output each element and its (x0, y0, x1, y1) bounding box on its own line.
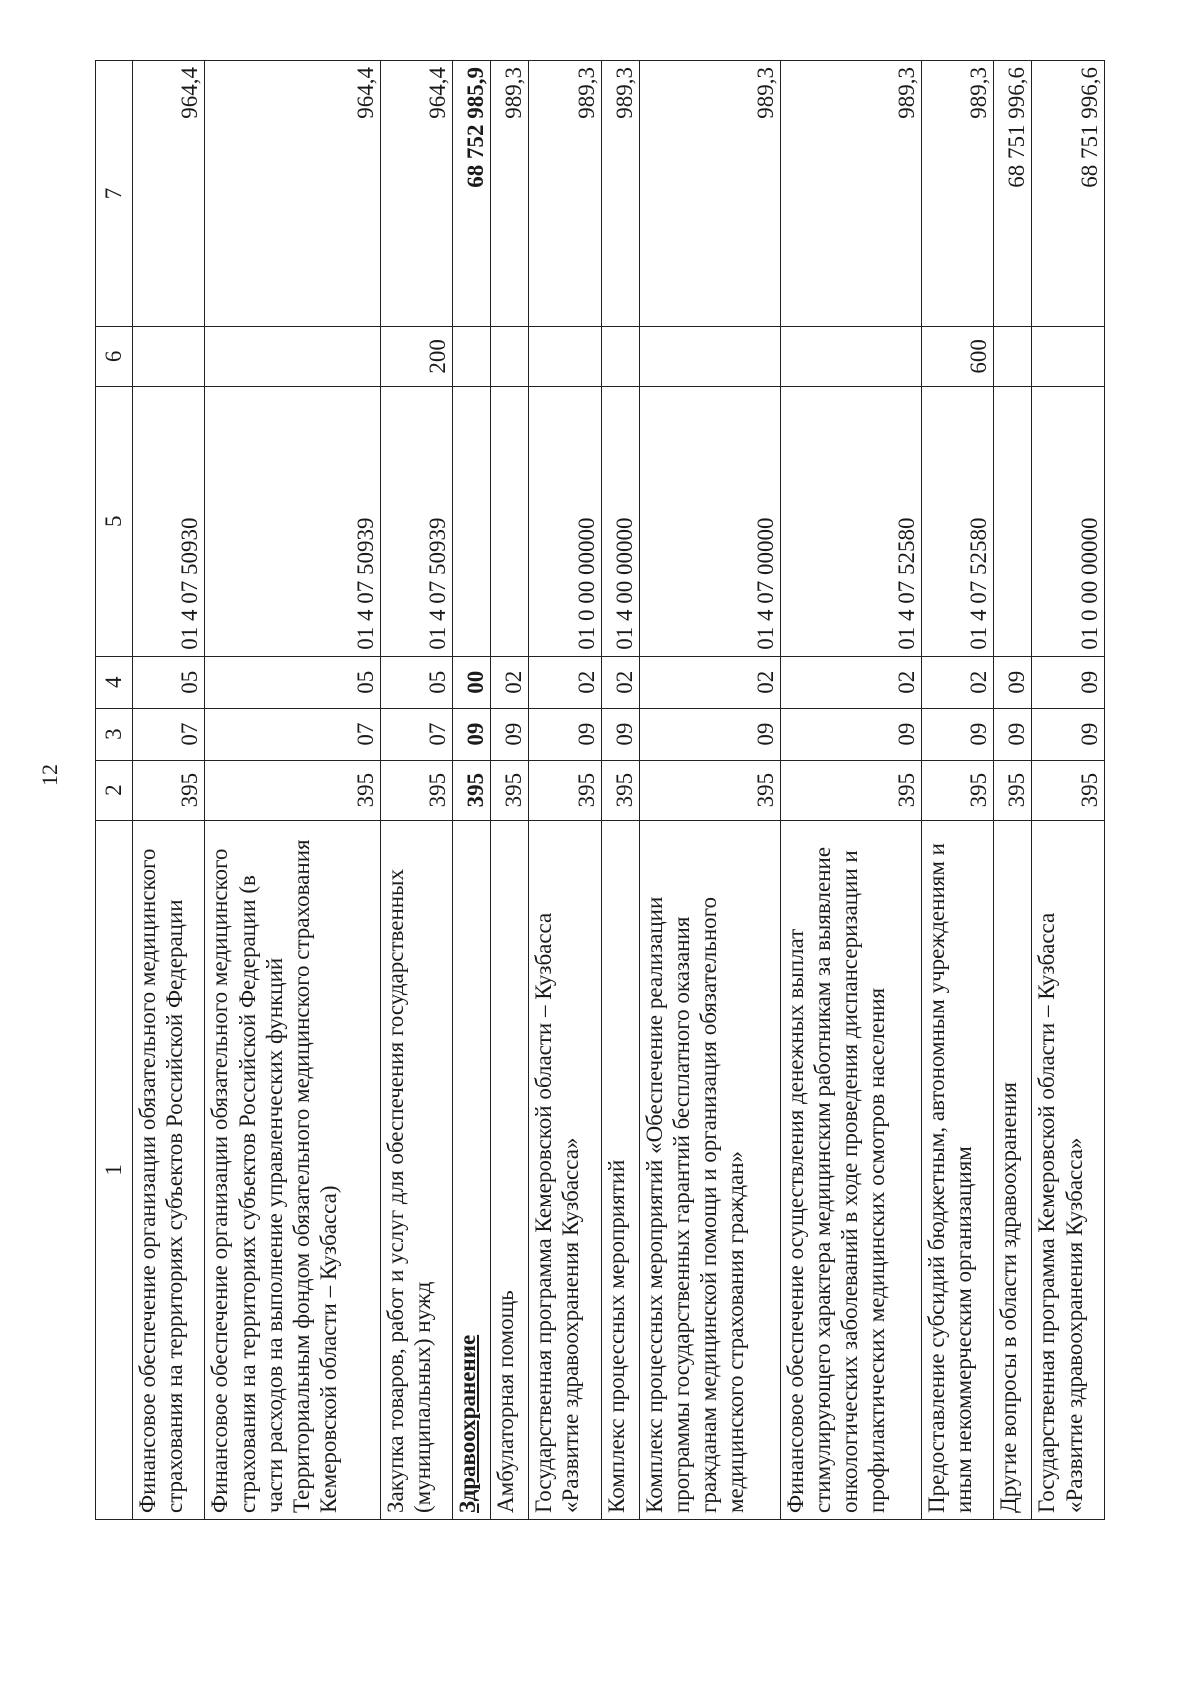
header-col-5: 5 (96, 386, 133, 656)
table-row (780, 61, 921, 1520)
row-amount: 989,3 (921, 61, 993, 327)
row-admin-code: 395 (780, 760, 921, 820)
row-subsection: 02 (529, 656, 601, 708)
row-section: 09 (921, 708, 993, 760)
row-section: 09 (601, 708, 639, 760)
rotated-table-canvas (95, 60, 1105, 1520)
row-expense-type (601, 326, 639, 386)
row-target-article: 01 0 00 00000 (529, 386, 601, 656)
table-row (205, 61, 380, 1520)
row-name: Комплекс процессных мероприятий «Обеспечение реализации программы государственных гарантий бесплатного оказания гражданам медицинской помощи и организация обязательного медицинского страхования граждан» (639, 820, 780, 1519)
row-section: 07 (205, 708, 380, 760)
row-admin-code: 395 (380, 760, 452, 820)
row-name: Государственная программа Кемеровской области – Кузбасса «Развитие здравоохранения Кузбасса» (1032, 820, 1105, 1519)
row-expense-type (133, 326, 205, 386)
table-row (994, 61, 1032, 1520)
row-target-article: 01 0 00 00000 (1032, 386, 1105, 656)
row-admin-code: 395 (491, 760, 529, 820)
row-name: Финансовое обеспечение организации обязательного медицинского страхования на территориях субъектов Российской Федерации (в части расходов на выполнение управленческих функций Территориальным фондом обязательного медицинского страхования Кемеровской области – Кузбасса) (205, 820, 380, 1519)
row-name: Амбулаторная помощь (491, 820, 529, 1519)
header-col-7: 7 (96, 61, 133, 327)
row-expense-type (529, 326, 601, 386)
row-amount: 68 752 985,9 (453, 61, 491, 327)
row-target-article: 01 4 07 52580 (780, 386, 921, 656)
row-target-article (453, 386, 491, 656)
header-col-2: 2 (96, 760, 133, 820)
table-row (1032, 61, 1105, 1520)
budget-table (95, 60, 1105, 1520)
table-row (453, 61, 491, 1520)
row-admin-code: 395 (994, 760, 1032, 820)
row-amount: 989,3 (529, 61, 601, 327)
row-target-article (994, 386, 1032, 656)
row-amount: 989,3 (491, 61, 529, 327)
row-name: Государственная программа Кемеровской области – Кузбасса «Развитие здравоохранения Кузбасса» (529, 820, 601, 1519)
row-subsection: 02 (491, 656, 529, 708)
row-admin-code: 395 (921, 760, 993, 820)
table-body (133, 61, 1105, 1520)
row-expense-type (780, 326, 921, 386)
row-section: 09 (1032, 708, 1105, 760)
row-admin-code: 395 (1032, 760, 1105, 820)
row-expense-type (994, 326, 1032, 386)
row-subsection: 00 (453, 656, 491, 708)
table-row (639, 61, 780, 1520)
header-col-1: 1 (96, 820, 133, 1519)
table-row (529, 61, 601, 1520)
table-row (133, 61, 205, 1520)
row-target-article: 01 4 07 50939 (205, 386, 380, 656)
row-section: 07 (133, 708, 205, 760)
row-expense-type (453, 326, 491, 386)
row-admin-code: 395 (529, 760, 601, 820)
row-expense-type: 200 (380, 326, 452, 386)
row-subsection: 09 (994, 656, 1032, 708)
header-col-4: 4 (96, 656, 133, 708)
row-subsection: 05 (205, 656, 380, 708)
row-subsection: 05 (380, 656, 452, 708)
row-name: Предоставление субсидий бюджетным, автономным учреждениям и иным некоммерческим организациям (921, 820, 993, 1519)
row-subsection: 05 (133, 656, 205, 708)
table-row (921, 61, 993, 1520)
row-name: Другие вопросы в области здравоохранения (994, 820, 1032, 1519)
row-amount: 68 751 996,6 (1032, 61, 1105, 327)
row-target-article: 01 4 07 00000 (639, 386, 780, 656)
table-row (380, 61, 452, 1520)
row-amount: 964,4 (380, 61, 452, 327)
row-section: 09 (453, 708, 491, 760)
row-admin-code: 395 (639, 760, 780, 820)
row-amount: 989,3 (780, 61, 921, 327)
row-expense-type (1032, 326, 1105, 386)
row-subsection: 02 (921, 656, 993, 708)
rotated-table-wrapper (95, 60, 1105, 1520)
row-name: Здравоохранение (453, 820, 491, 1519)
row-amount: 964,4 (133, 61, 205, 327)
row-name: Закупка товаров, работ и услуг для обеспечения государственных (муниципальных) нужд (380, 820, 452, 1519)
row-admin-code: 395 (133, 760, 205, 820)
row-target-article: 01 4 00 00000 (601, 386, 639, 656)
page-number: 12 (37, 764, 62, 786)
row-target-article (491, 386, 529, 656)
row-target-article: 01 4 07 52580 (921, 386, 993, 656)
row-target-article: 01 4 07 50930 (133, 386, 205, 656)
header-row (96, 61, 133, 1520)
row-admin-code: 395 (601, 760, 639, 820)
row-admin-code: 395 (453, 760, 491, 820)
row-section: 09 (994, 708, 1032, 760)
table-row (601, 61, 639, 1520)
row-admin-code: 395 (205, 760, 380, 820)
row-expense-type (491, 326, 529, 386)
header-col-6: 6 (96, 326, 133, 386)
row-section: 09 (639, 708, 780, 760)
row-name: Финансовое обеспечение осуществления денежных выплат стимулирующего характера медицинским работникам за выявление онкологических заболеваний в ходе проведения диспансеризации и профилактических медицинских осмотров населения (780, 820, 921, 1519)
row-section: 09 (491, 708, 529, 760)
row-amount: 964,4 (205, 61, 380, 327)
header-col-3: 3 (96, 708, 133, 760)
row-subsection: 02 (601, 656, 639, 708)
row-section: 09 (529, 708, 601, 760)
row-expense-type (205, 326, 380, 386)
row-section: 09 (780, 708, 921, 760)
row-target-article: 01 4 07 50939 (380, 386, 452, 656)
row-subsection: 02 (780, 656, 921, 708)
row-amount: 989,3 (639, 61, 780, 327)
row-expense-type (639, 326, 780, 386)
row-section: 07 (380, 708, 452, 760)
row-name: Финансовое обеспечение организации обязательного медицинского страхования на территориях субъектов Российской Федерации (133, 820, 205, 1519)
row-subsection: 02 (639, 656, 780, 708)
row-amount: 989,3 (601, 61, 639, 327)
row-name: Комплекс процессных мероприятий (601, 820, 639, 1519)
row-amount: 68 751 996,6 (994, 61, 1032, 327)
table-row (491, 61, 529, 1520)
row-subsection: 09 (1032, 656, 1105, 708)
row-expense-type: 600 (921, 326, 993, 386)
